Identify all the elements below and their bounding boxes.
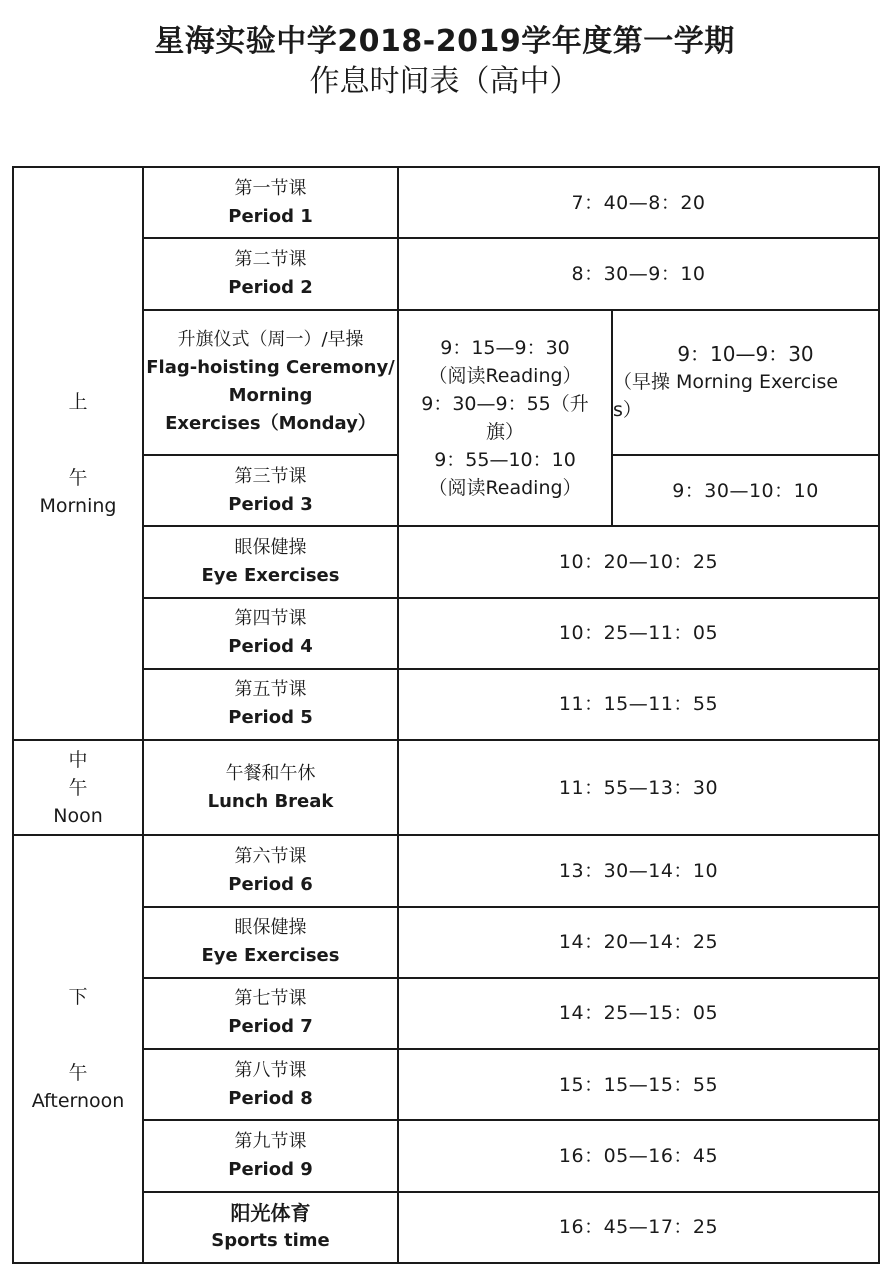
table-row	[13, 1192, 879, 1263]
time-cell: 9：30—10：10	[612, 455, 879, 526]
period-cell: 第一节课 Period 1	[143, 167, 398, 238]
period-cell: 阳光体育 Sports time	[143, 1192, 398, 1263]
period-cell-flag: 升旗仪式（周一）/早操 Flag-hoisting Ceremony/ Morning Exercises（Monday）	[143, 310, 398, 456]
header	[0, 22, 889, 102]
time-cell: 7：40—8：20	[398, 167, 879, 238]
table-row	[13, 310, 879, 456]
time-cell: 15：15—15：55	[398, 1049, 879, 1120]
period-cell: 第八节课 Period 8	[143, 1049, 398, 1120]
segment-noon: 中 午 Noon	[13, 740, 143, 835]
page-title: 星海实验中学2018-2019学年度第一学期	[154, 24, 735, 59]
table-row	[13, 835, 879, 906]
period-cell: 第九节课 Period 9	[143, 1120, 398, 1191]
schedule-table	[12, 166, 880, 1264]
table-row	[13, 978, 879, 1049]
period-cell: 第二节课 Period 2	[143, 238, 398, 309]
time-cell: 10：20—10：25	[398, 526, 879, 597]
table-row	[13, 238, 879, 309]
period-cell: 第四节课 Period 4	[143, 598, 398, 669]
table-row	[13, 907, 879, 978]
period-cell: 眼保健操 Eye Exercises	[143, 907, 398, 978]
table-row	[13, 598, 879, 669]
table-row	[13, 526, 879, 597]
period-cell: 午餐和午休 Lunch Break	[143, 740, 398, 835]
time-cell: 16：45—17：25	[398, 1192, 879, 1263]
period-cell: 第三节课 Period 3	[143, 455, 398, 526]
time-cell: 11：15—11：55	[398, 669, 879, 740]
segment-afternoon: 下 午 Afternoon	[13, 835, 143, 1263]
time-cell: 8：30—9：10	[398, 238, 879, 309]
time-cell: 11：55—13：30	[398, 740, 879, 835]
table-row	[13, 167, 879, 238]
table-row	[13, 1120, 879, 1191]
time-cell: 14：20—14：25	[398, 907, 879, 978]
time-cell: 16：05—16：45	[398, 1120, 879, 1191]
monday-time-cell: 9：15—9：30 （阅读Reading） 9：30—9：55（升 旗） 9：55—10：10 （阅读Reading）	[398, 310, 612, 527]
time-cell: 13：30—14：10	[398, 835, 879, 906]
table-row	[13, 740, 879, 835]
segment-morning: 上 午 Morning	[13, 167, 143, 740]
morning-exercise-time-cell: 9：10—9：30 （早操 Morning Exercise s）	[612, 310, 879, 456]
table-row	[13, 669, 879, 740]
period-cell: 第六节课 Period 6	[143, 835, 398, 906]
table-row	[13, 1049, 879, 1120]
period-cell: 第七节课 Period 7	[143, 978, 398, 1049]
period-cell: 第五节课 Period 5	[143, 669, 398, 740]
time-cell: 10：25—11：05	[398, 598, 879, 669]
time-cell: 14：25—15：05	[398, 978, 879, 1049]
page-subtitle: 作息时间表（高中）	[309, 64, 580, 99]
period-cell: 眼保健操 Eye Exercises	[143, 526, 398, 597]
